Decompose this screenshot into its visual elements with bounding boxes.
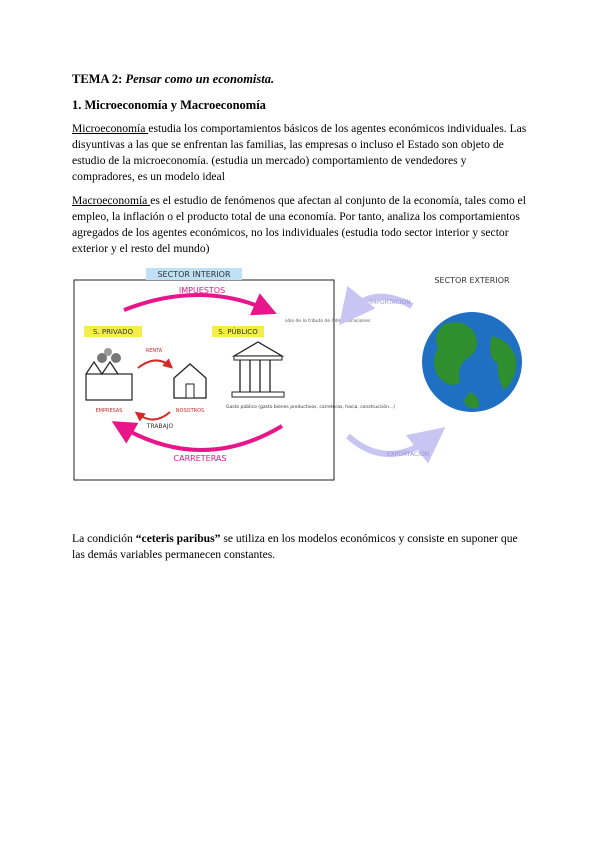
trabajo-label: TRABAJO (146, 423, 174, 430)
importacion-label: IMPORTACIÓN (369, 299, 411, 306)
micro-definition: estudia los comportamientos básicos de los agentes económicos individuales. Las disyuntivas a las que se enfrentan las familias, las empresas o incluso el Estado son objeto de estudio de la microeconomía. (estudia un mercado) comportamiento de vendedores y compradores, es un modelo ideal (72, 122, 527, 183)
macro-paragraph (72, 193, 532, 257)
empresas-label: EMPRESAS (95, 408, 123, 414)
tributo-note: sólo de lo tributo de Administraciones (285, 319, 371, 324)
title-prefix: TEMA 2: (72, 72, 126, 86)
circular-flow-diagram (72, 266, 532, 486)
globe-icon (422, 312, 522, 412)
ceteris-pre: La condición (72, 532, 136, 545)
sector-exterior-label: SECTOR EXTERIOR (434, 276, 510, 285)
document-title (72, 72, 274, 87)
macro-definition: es el estudio de fenómenos que afectan al conjunto de la economía, tales como el empleo, la inflación o el producto total de una economía. Por tanto, analiza los comportamientos agregados de los agentes económicos, no los individuales (estudia todo sector interior y sector exterior y el resto del mundo) (72, 194, 526, 255)
nosotros-label: NOSOTROS (175, 408, 205, 414)
micro-term: Microeconomía (72, 122, 149, 135)
s-privado-label: S. PRIVADO (92, 328, 134, 336)
title-text: Pensar como un economista. (125, 72, 275, 86)
macro-term: Macroeconomía (72, 194, 151, 207)
gasto-publico-note (226, 403, 395, 410)
s-publico-label: S. PÚBLICO (218, 328, 258, 336)
exportacion-label: EXPORTACIÓN (386, 451, 430, 458)
gasto-publico-note-text: Gasto público (gasto bienes productivos, carreteras, hacia, construcción...) (226, 405, 395, 410)
carreteras-label: CARRETERAS (173, 454, 227, 463)
micro-paragraph (72, 121, 532, 185)
ceteris-post: se utiliza en los modelos económicos y consiste en suponer que las demás variables permanecen constantes. (72, 532, 518, 561)
sector-interior-label: SECTOR INTERIOR (157, 270, 231, 279)
ceteris-term: “ceteris paribus” (135, 532, 221, 545)
renta-label: RENTA (145, 348, 163, 354)
impuestos-label: IMPUESTOS (178, 286, 226, 295)
section-heading: 1. Microeconomía y Macroeconomía (72, 98, 266, 112)
ceteris-paragraph (72, 531, 532, 563)
